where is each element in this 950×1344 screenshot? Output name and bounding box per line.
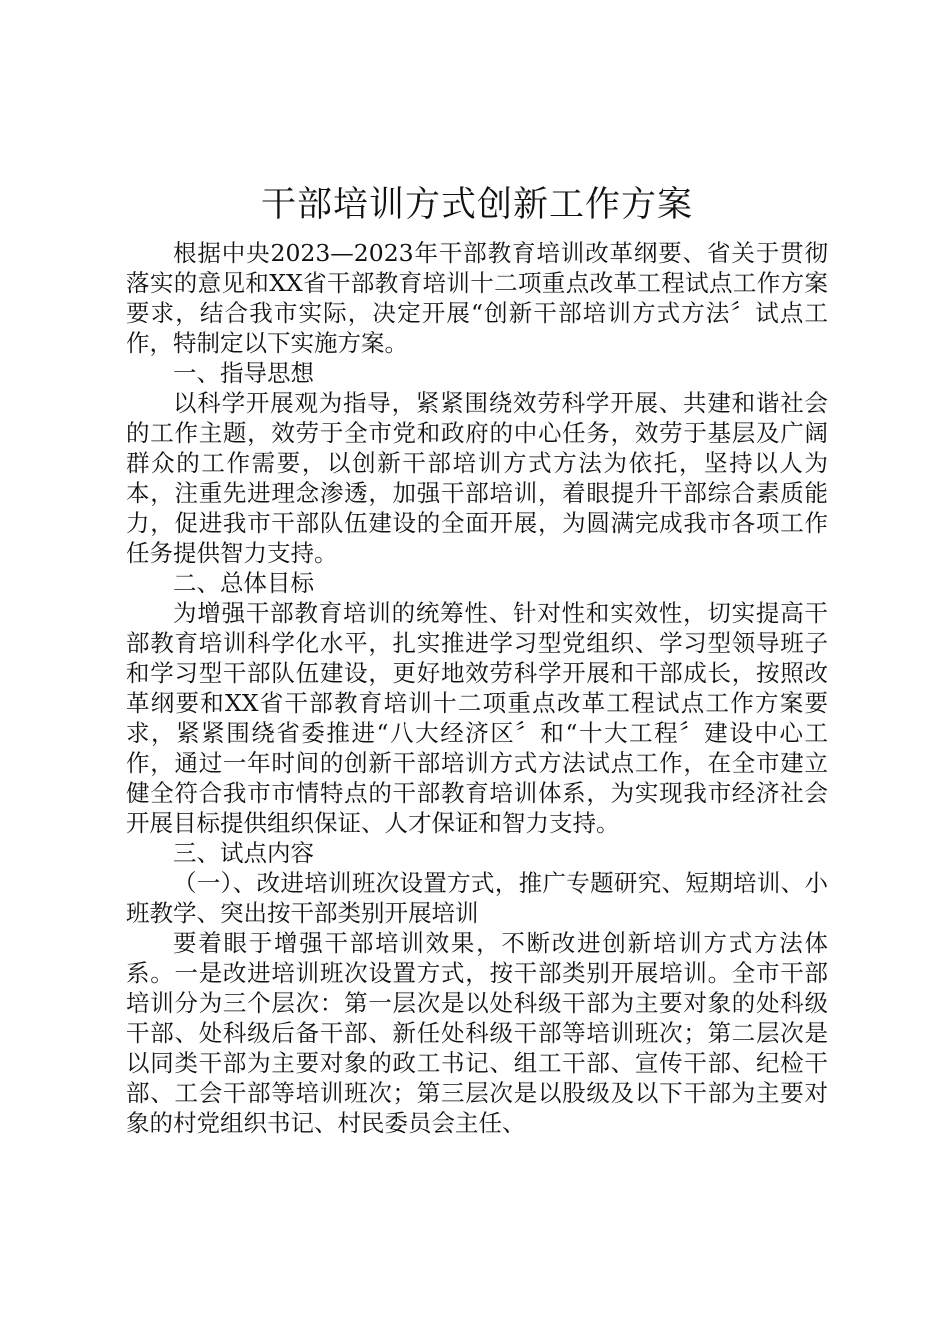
heading-overall-goal: 二、总体目标 [173, 569, 314, 597]
paragraph-guiding-ideology: 以科学开展观为指导，紧紧围绕效劳科学开展、共建和谐社会的工作主题，效劳于全市党和政府的中心任务，效劳于基层及广阔群众的工作需要，以创新干部培训方式方法为依托，坚持以人为本，注重先进理念渗透，加强干部培训，着眼提升干部综合素质能力，促进我市干部队伍建设的全面开展，为圆满完成我市各项工作任务提供智力支持。 [126, 389, 828, 567]
subheading-pilot-item-1: （一）、改进培训班次设置方式，推广专题研究、短期培训、小班教学、突出按干部类别开展培训 [126, 869, 828, 927]
document-page [126, 180, 828, 1138]
heading-pilot-content: 三、试点内容 [173, 839, 314, 867]
paragraph-pilot-item-1: 要着眼于增强干部培训效果，不断改进创新培训方式方法体系。一是改进培训班次设置方式，按干部类别开展培训。全市干部培训分为三个层次：第一层次是以处科级干部为主要对象的处科级干部、处科级后备干部、新任处科级干部等培训班次；第二层次是以同类干部为主要对象的政工书记、组工干部、宣传干部、纪检干部、工会干部等培训班次；第三层次是以股级及以下干部为主要对象的村党组织书记、村民委员会主任、 [126, 929, 828, 1137]
heading-guiding-ideology: 一、指导思想 [173, 359, 314, 387]
paragraph-overall-goal: 为增强干部教育培训的统筹性、针对性和实效性，切实提高干部教育培训科学化水平，扎实推进学习型党组织、学习型领导班子和学习型干部队伍建设，更好地效劳科学开展和干部成长，按照改革纲要和XX省干部教育培训十二项重点改革工程试点工作方案要求，紧紧围绕省委推进“八大经济区〞和“十大工程〞建设中心工作，通过一年时间的创新干部培训方式方法试点工作，在全市建立健全符合我市市情特点的干部教育培训体系，为实现我市经济社会开展目标提供组织保证、人才保证和智力支持。 [126, 599, 828, 837]
paragraph-intro: 根据中央2023—2023年干部教育培训改革纲要、省关于贯彻落实的意见和XX省干部教育培训十二项重点改革工程试点工作方案要求，结合我市实际，决定开展“创新干部培训方式方法〞试点工作，特制定以下实施方案。 [126, 239, 828, 357]
document-title: 干部培训方式创新工作方案 [260, 185, 693, 225]
